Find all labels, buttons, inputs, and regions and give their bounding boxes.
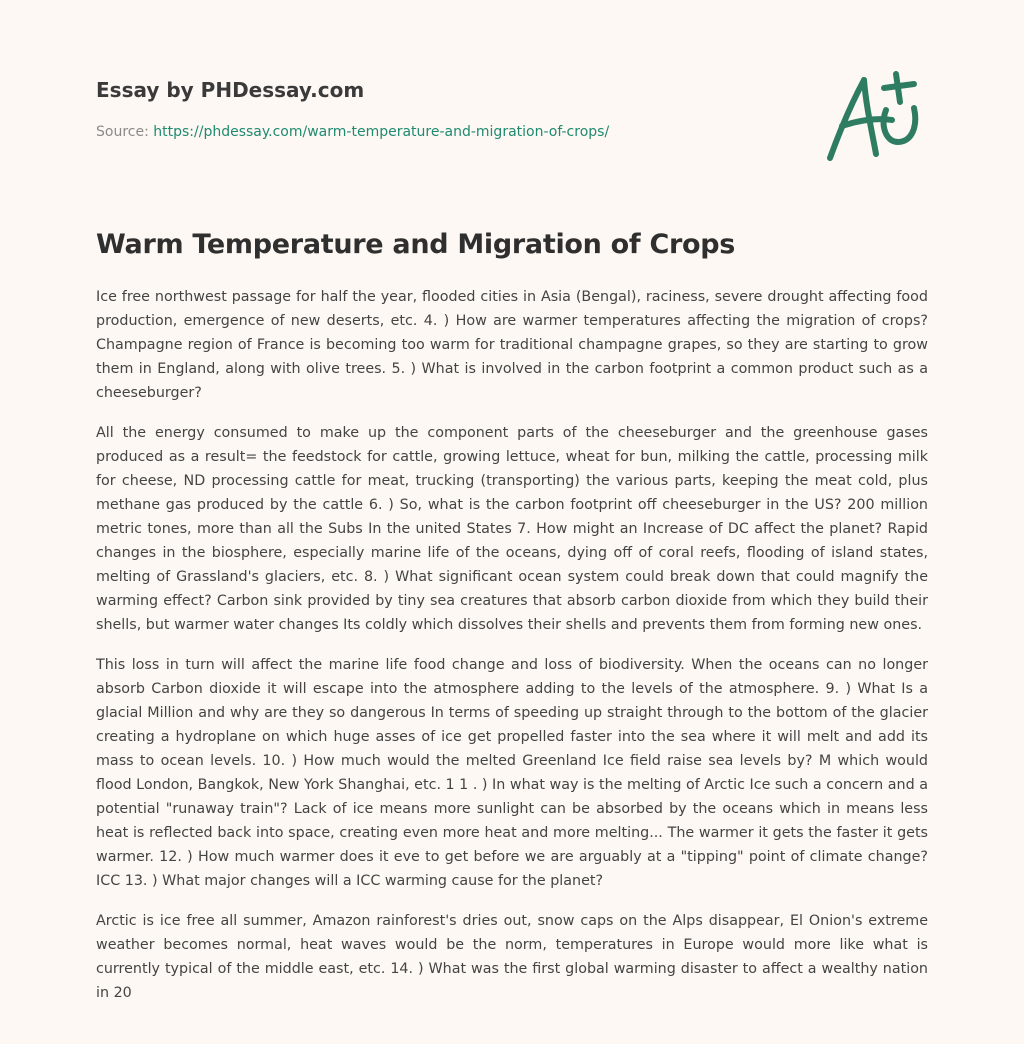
source-label: Source:: [96, 124, 149, 140]
a-plus-grade-icon: [820, 66, 930, 166]
source-line: [96, 122, 696, 142]
paragraph: All the energy consumed to make up the component parts of the cheeseburger and the greenhouse gases produced as a result= the feedstock for cattle, growing lettuce, wheat for bun, milking the cattle, processing milk for cheese, ND processing cattle for meat, trucking (transporting) the various parts, keeping the meat cold, plus methane gas produced by the cattle 6. ) So, what is the carbon footprint off cheeseburger in the US? 200 million metric tones, more than all the Subs In the united States 7. How might an Increase of DC affect the planet? Rapid changes in the biosphere, especially marine life of the oceans, dying off of coral reefs, flooding of island states, melting of Grassland's glaciers, etc. 8. ) What significant ocean system could break down that could magnify the warming effect? Carbon sink provided by tiny sea creatures that absorb carbon dioxide from which they build their shells, but warmer water changes Its coldly which dissolves their shells and prevents them from forming new ones.: [96, 425, 928, 633]
paragraph: This loss in turn will affect the marine life food change and loss of biodiversity. When the oceans can no longer absorb Carbon dioxide it will escape into the atmosphere adding to the levels of the atmosphere. 9. ) What Is a glacial Million and why are they so dangerous In terms of speeding up straight through to the bottom of the glacier creating a hydroplane on which huge asses of ice get propelled faster into the sea where it will melt and add its mass to ocean levels. 10. ) How much would the melted Greenland Ice field raise sea levels by? M which would flood London, Bangkok, New York Shanghai, etc. 1 1 . ) In what way is the melting of Arctic Ice such a concern and a potential "runaway train"? Lack of ice means more sunlight can be absorbed by the oceans which in means less heat is reflected back into space, creating even more heat and more melting... The warmer it gets the faster it gets warmer. 12. ) How much warmer does it eve to get before we are arguably at a "tipping" point of climate change? ICC 13. ) What major changes will a ICC warming cause for the planet?: [96, 657, 928, 889]
page-header: [96, 76, 696, 142]
paragraph: Ice free northwest passage for half the year, flooded cities in Asia (Bengal), raciness, severe drought affecting food production, emergence of new deserts, etc. 4. ) How are warmer temperatures affecting the migration of crops? Champagne region of France is becoming too warm for traditional champagne grapes, so they are starting to grow them in England, along with olive trees. 5. ) What is involved in the carbon footprint a common product such as a cheeseburger?: [96, 289, 928, 401]
paragraph: Arctic is ice free all summer, Amazon rainforest's dries out, snow caps on the Alps disappear, El Onion's extreme weather becomes normal, heat waves would be the norm, temperatures in Europe would more like what is currently typical of the middle east, etc. 14. ) What was the first global warming disaster to affect a wealthy nation in 20: [96, 913, 928, 1001]
source-link[interactable]: https://phdessay.com/warm-temperature-and-migration-of-crops/: [153, 124, 610, 140]
article-title: Warm Temperature and Migration of Crops: [96, 229, 736, 260]
article-body: [96, 285, 928, 1021]
site-title: Essay by PHDessay.com: [96, 78, 365, 102]
